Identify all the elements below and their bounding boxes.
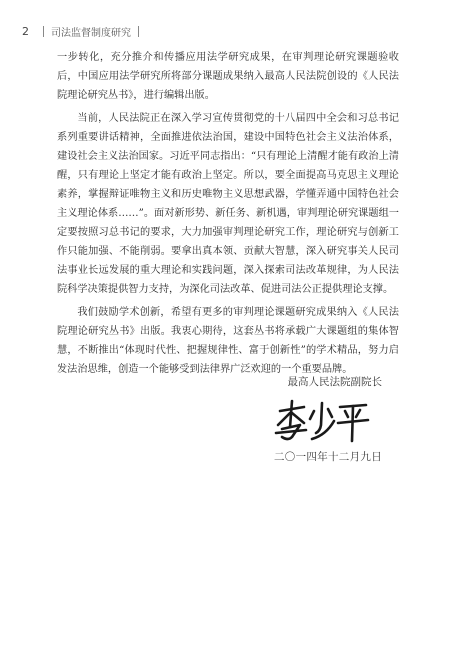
header-divider-right: [138, 26, 139, 37]
header-divider: [43, 26, 44, 37]
paragraph: 当前，人民法院正在深入学习宣传贯彻党的十八届四中全会和习总书记系列重要讲话精神，全面推进依法治国，建设中国特色社会主义法治体系，建设社会主义法治国家。习近平同志指出：“只有理论上清醒才能有政治上清醒，只有理论上坚定才能有政治上坚定。所以，要全面提高马克思主义理论素养，掌握辩证唯物主义和历史唯物主义思想武器，学懂弄通中国特色社会主义理论体系……”。面对新形势、新任务、新机遇，审判理论研究课题组一定要按照习总书记的要求，大力加强审判理论研究工作，理论研究与创新工作只能加强、不能削弱。要拿出真本领、贡献大智慧，深入研究事关人民司法事业长远发展的重大理论和实践问题，深入探索司法改革规律，为人民法院科学决策提供智力支持，为深化司法改革、促进司法公正提供理论支撑。: [57, 113, 399, 295]
body-text: [57, 48, 399, 383]
signature-icon: [270, 397, 370, 443]
paragraph: 我们鼓励学术创新，希望有更多的审判理论课题研究成果纳入《人民法院理论研究丛书》出版。我衷心期待，这套丛书将承载广大课题组的集体智慧，不断推出“体现时代性、把握规律性、富于创新性”的学术精品，努力启发法治思维，创造一个能够受到法律界广泛欢迎的一个重要品牌。: [57, 307, 399, 375]
page-number: 2: [22, 24, 29, 38]
paragraph-continued: 一步转化，充分推介和传播应用法学研究成果，在审判理论研究课题验收后，中国应用法学研究所将部分课题成果纳入最高人民法院创设的《人民法院理论研究丛书》，进行编辑出版。: [57, 52, 399, 101]
signer-title: 最高人民法院副院长: [287, 376, 382, 388]
running-header: [22, 22, 146, 40]
series-title: 司法监督制度研究: [51, 27, 131, 39]
signature-date: 二〇一四年十二月九日: [274, 451, 382, 463]
handwritten-signature: [182, 397, 370, 443]
signature-block: [182, 372, 382, 464]
